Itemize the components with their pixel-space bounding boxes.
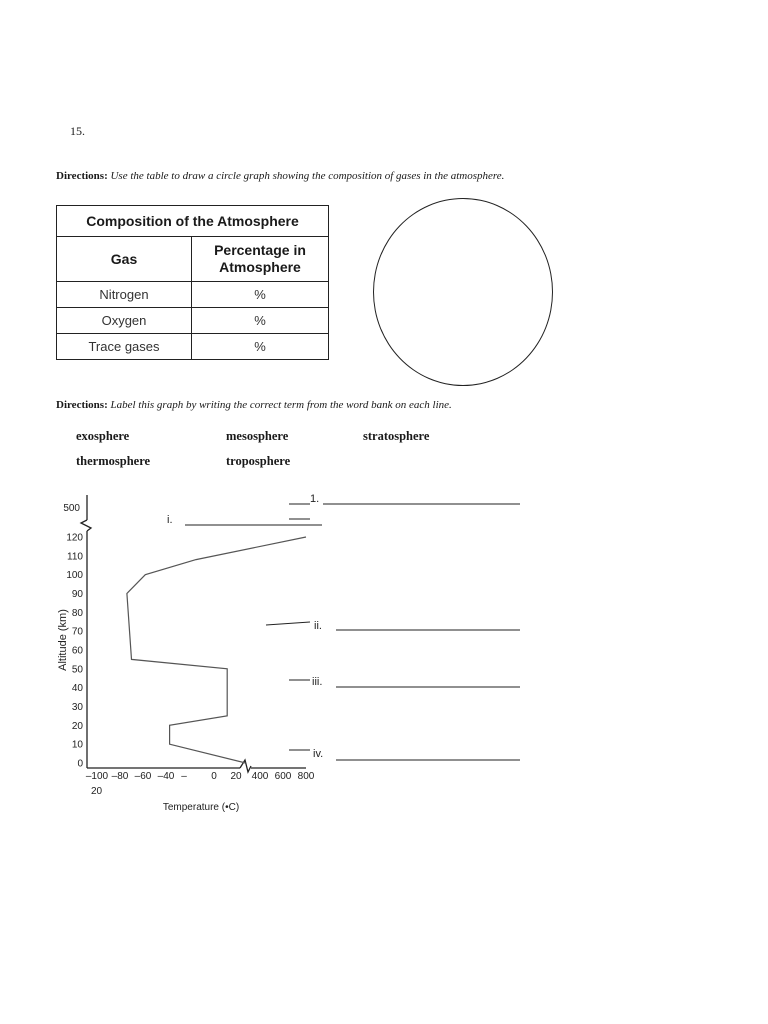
y-axis-label: Altitude (km) xyxy=(57,609,69,671)
x-tick-labels xyxy=(86,771,315,782)
gas-cell: Trace gases xyxy=(57,334,192,360)
gas-cell: Oxygen xyxy=(57,308,192,334)
y-tick-label: 30 xyxy=(71,702,83,713)
x-tick-label: – xyxy=(181,771,187,782)
label-i: i. xyxy=(167,514,173,526)
x-tick-label: 0 xyxy=(211,771,217,782)
percent-cell[interactable]: % xyxy=(192,308,329,334)
y-tick-label: 20 xyxy=(71,720,83,732)
label-ii: ii. xyxy=(314,620,322,632)
x-tick-label: –40 xyxy=(157,771,175,782)
directions-label: Directions: xyxy=(56,399,108,411)
x-tick-label: 20 xyxy=(230,771,242,782)
word-bank-item: exosphere xyxy=(76,429,130,443)
x-tick-label: 600 xyxy=(274,771,292,782)
question-number: 15. xyxy=(70,124,85,138)
word-bank-item: mesosphere xyxy=(226,429,289,443)
y-tick-label: 100 xyxy=(66,570,83,582)
y-tick-label: 50 xyxy=(71,664,83,676)
temperature-profile-line xyxy=(127,537,306,763)
y-tick-label: 10 xyxy=(71,739,83,751)
x-extra-label: 20 xyxy=(91,786,103,797)
gas-cell: Nitrogen xyxy=(57,282,192,308)
percent-cell[interactable]: % xyxy=(192,334,329,360)
label-iii: iii. xyxy=(312,676,323,688)
directions-label: Directions: xyxy=(56,170,108,182)
y-tick-label: 0 xyxy=(77,758,83,770)
y-tick-label: 70 xyxy=(71,626,83,638)
label-iv: iv. xyxy=(313,748,324,760)
y-tick-label: 110 xyxy=(67,551,83,563)
y-break-label: 500 xyxy=(63,503,80,514)
word-bank-item: stratosphere xyxy=(363,429,430,443)
x-tick-label: –80 xyxy=(111,771,129,782)
table-header-gas: Gas xyxy=(57,237,192,282)
y-tick-label: 80 xyxy=(71,607,83,619)
x-tick-label: –60 xyxy=(134,771,152,782)
y-tick-label: 90 xyxy=(71,589,83,600)
table-title: Composition of the Atmosphere xyxy=(57,206,329,237)
x-axis-label: Temperature (•C) xyxy=(162,802,240,813)
y-tick-label: 60 xyxy=(71,645,83,657)
x-tick-label: –100 xyxy=(85,771,109,782)
percent-cell[interactable]: % xyxy=(192,282,329,308)
y-tick-label: 120 xyxy=(66,532,83,544)
table-header-percentage: Percentage in Atmosphere xyxy=(192,237,329,282)
word-bank-item: thermosphere xyxy=(76,454,151,468)
word-bank-item: troposphere xyxy=(226,454,291,468)
directions-text: Use the table to draw a circle graph showing the composition of gases in the atmosphere. xyxy=(110,170,505,182)
x-tick-label: 800 xyxy=(297,771,315,782)
label-stub xyxy=(266,622,310,625)
directions-text: Label this graph by writing the correct term from the word bank on each line. xyxy=(110,399,452,411)
label-number-1: 1. xyxy=(310,493,320,505)
y-tick-label: 40 xyxy=(71,683,83,695)
x-tick-label: 400 xyxy=(251,771,269,782)
y-axis-break xyxy=(81,520,91,531)
